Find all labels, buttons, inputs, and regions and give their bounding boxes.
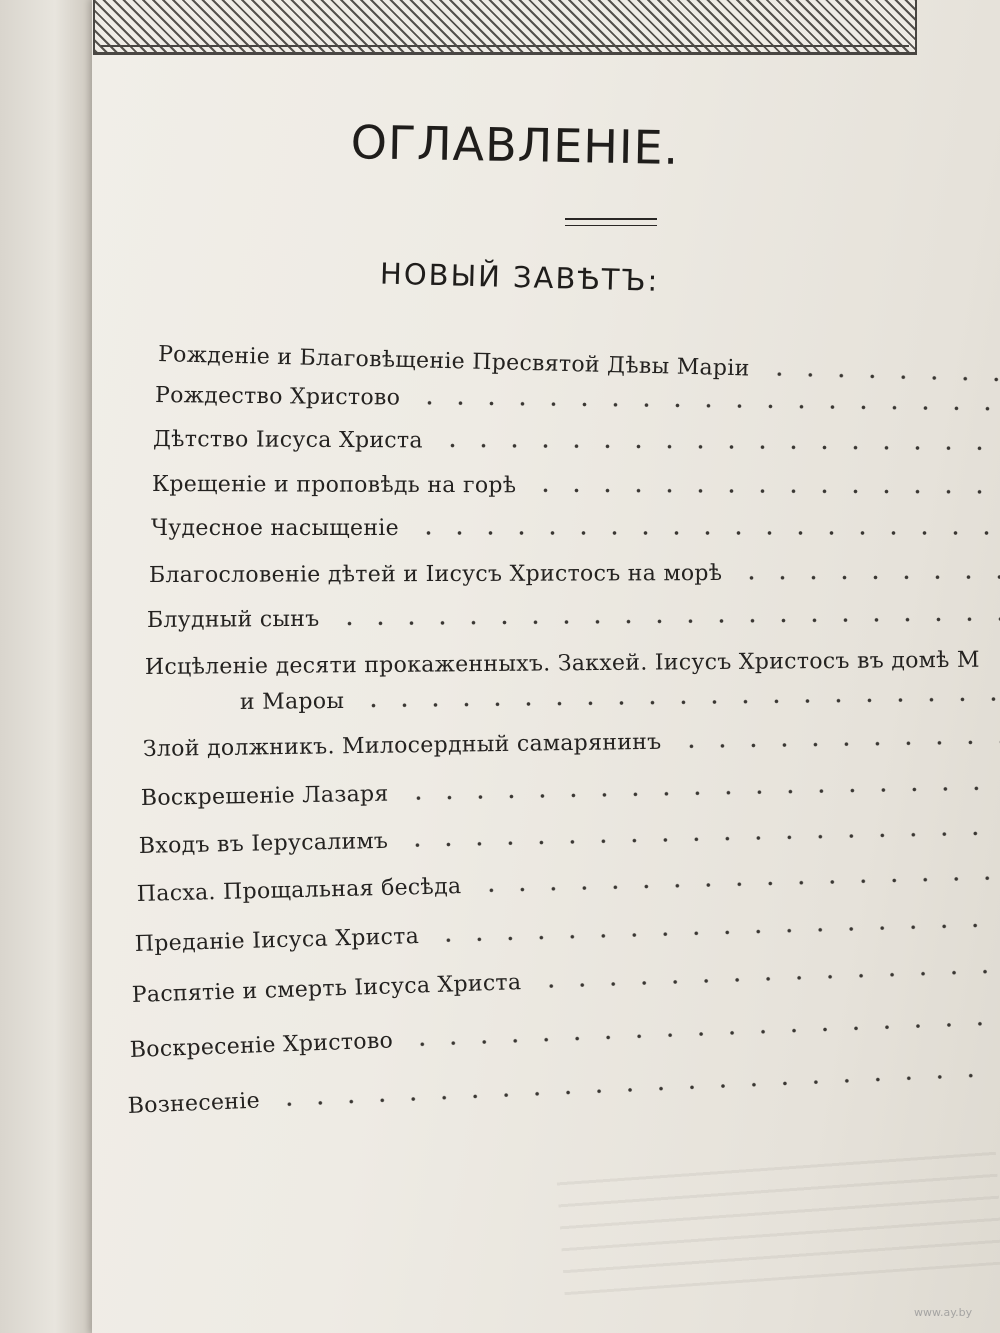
dot-leader xyxy=(530,482,1000,494)
watermark: www.ay.by xyxy=(914,1306,973,1319)
toc-entry-label: Крещеніе и проповѣдь на горѣ xyxy=(151,472,517,499)
dot-leader xyxy=(403,780,1000,800)
toc-entry xyxy=(151,516,1000,550)
toc-entry-label: Воскресеніе Христово xyxy=(129,1028,394,1063)
toc-entry-label: и Мароы xyxy=(239,688,345,715)
dot-leader xyxy=(358,691,1000,708)
toc-entry-label: Воскрешеніе Лазаря xyxy=(140,781,389,811)
dot-leader xyxy=(402,825,1000,848)
toc-entry xyxy=(131,954,1000,1017)
toc-entry xyxy=(143,725,1000,771)
dot-leader xyxy=(675,734,1000,749)
toc-entry xyxy=(135,908,1000,966)
toc-entry xyxy=(127,1057,1000,1127)
toc-entry-label: Благословеніе дѣтей и Іисусъ Христосъ на морѣ xyxy=(148,560,723,588)
toc-entry xyxy=(141,771,1000,820)
toc-entry-label: Чудесное насыщеніе xyxy=(151,516,399,541)
toc-entry-label: Распятіе и смерть Іисуса Христа xyxy=(131,970,522,1008)
section-title: НОВЫЙ ЗАВѢТЪ: xyxy=(379,256,660,298)
toc-entry xyxy=(149,560,1000,597)
toc-entry xyxy=(147,602,1000,642)
dot-leader xyxy=(736,569,1000,580)
toc-entry-label: Вознесеніе xyxy=(127,1088,261,1119)
toc-entry xyxy=(152,472,1000,509)
toc-entry-label: Рожденіе и Благовѣщеніе Пресвятой Дѣвы Маріи xyxy=(157,342,750,382)
toc-entry xyxy=(153,427,1000,465)
dot-leader xyxy=(407,1015,1000,1047)
dot-leader xyxy=(437,437,1000,450)
dot-leader xyxy=(414,395,1000,411)
dot-leader xyxy=(413,525,1000,535)
toc-entry-label: Преданіе Іисуса Христа xyxy=(134,924,420,957)
toc-entry-label: Исцѣленіе десяти прокаженныхъ. Закхей. Іисусъ Христосъ въ домѣ М xyxy=(144,647,980,680)
toc-entry-label: Дѣтство Іисуса Христа xyxy=(152,427,423,454)
dot-leader xyxy=(433,917,1000,943)
dot-leader xyxy=(475,870,1000,893)
toc-entry-label: Рождество Христово xyxy=(154,383,401,411)
page-title: ОГЛАВЛЕНІЕ. xyxy=(350,115,680,175)
toc-entry-label: Пасха. Прощальная бесѣда xyxy=(136,874,462,907)
toc-entry-label: Входъ въ Іерусалимъ xyxy=(138,828,389,859)
dot-leader xyxy=(535,963,999,988)
toc-entry-continuation xyxy=(240,682,1000,724)
toc-entry xyxy=(137,861,1000,916)
toc-entry-label: Блудный сынъ xyxy=(146,606,320,633)
dot-leader xyxy=(274,1066,1000,1106)
toc-entry xyxy=(139,816,1000,868)
toc-entry-label: Злой должникъ. Милосердный самарянинъ xyxy=(142,729,662,762)
dot-leader xyxy=(334,611,1000,626)
dot-leader xyxy=(763,366,999,382)
